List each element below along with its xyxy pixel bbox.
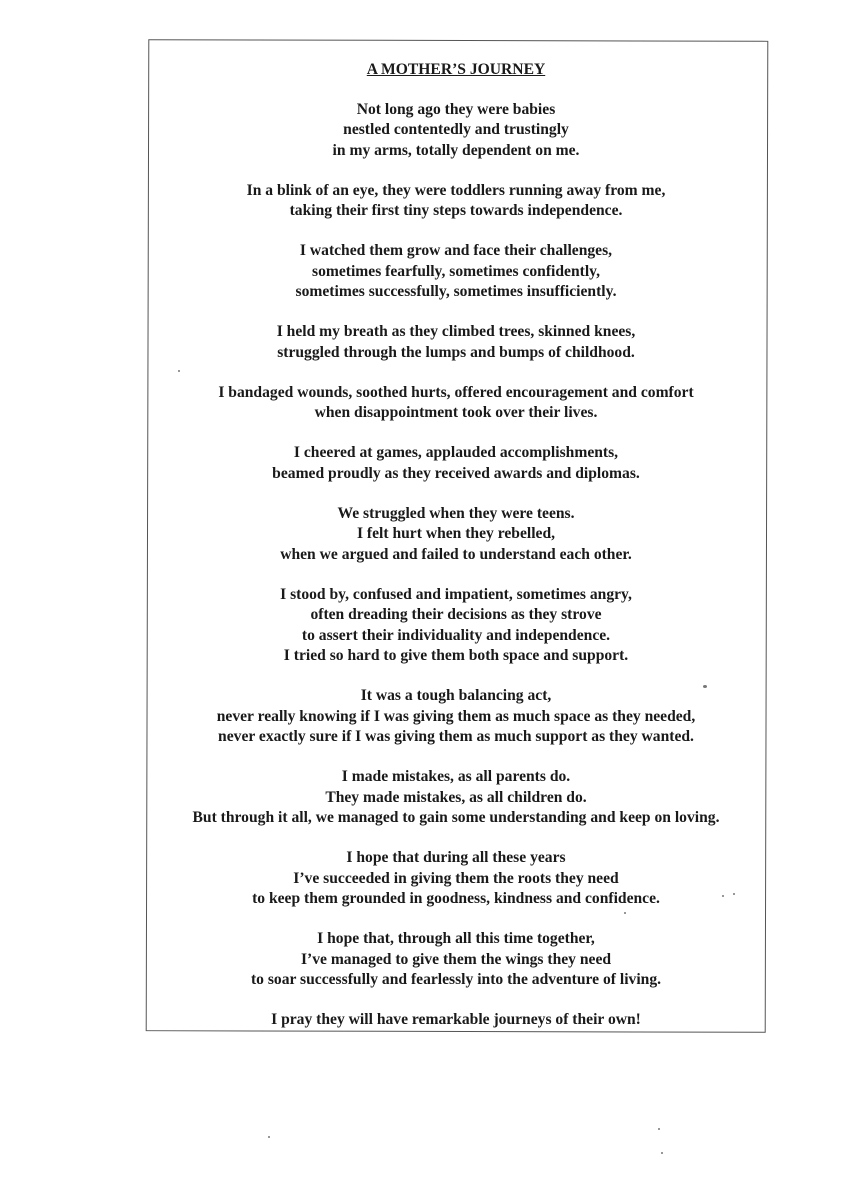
scan-speck (268, 1136, 270, 1138)
poem-line: to assert their individuality and independence. (301, 626, 611, 644)
poem-stanza (100, 585, 812, 667)
poem-line: We struggled when they were teens. (337, 504, 575, 522)
poem-line: They made mistakes, as all children do. (325, 788, 587, 806)
poem-line: beamed proudly as they received awards and diplomas. (272, 464, 640, 482)
poem-line: I cheered at games, applauded accomplishments, (293, 444, 619, 461)
scan-speck (722, 895, 724, 897)
poem-line: I’ve managed to give them the wings they need (300, 950, 612, 968)
poem-line: I bandaged wounds, soothed hurts, offered encouragement and comfort (218, 383, 694, 401)
poem-stanza (100, 686, 812, 748)
poem-line: never really knowing if I was giving them as much space as they needed, (216, 707, 696, 725)
poem-line: I’ve succeeded in giving them the roots they need (293, 869, 619, 887)
poem-line: in my arms, totally dependent on me. (332, 141, 580, 159)
scan-speck (624, 912, 626, 914)
poem (100, 60, 812, 1050)
poem-stanza (100, 443, 812, 484)
poem-stanza (100, 241, 812, 303)
poem-stanza (100, 1010, 812, 1031)
scan-speck (733, 893, 735, 895)
scan-speck (703, 685, 707, 688)
poem-stanza (100, 383, 812, 424)
poem-line: sometimes fearfully, sometimes confidently, (312, 262, 600, 280)
poem-stanza (100, 100, 812, 162)
poem-line: I pray they will have remarkable journeys of their own! (271, 1011, 641, 1028)
poem-line: It was a tough balancing act, (360, 687, 552, 704)
poem-title: A MOTHER’S JOURNEY (366, 61, 546, 78)
poem-line: In a blink of an eye, they were toddlers running away from me, (246, 181, 666, 199)
poem-line: I hope that during all these years (346, 849, 566, 866)
poem-line: I felt hurt when they rebelled, (356, 525, 556, 542)
poem-line: nestled contentedly and trustingly (343, 121, 569, 138)
poem-line: taking their first tiny steps towards independence. (289, 202, 623, 219)
scan-speck (178, 370, 180, 372)
poem-line: when we argued and failed to understand each other. (280, 545, 632, 563)
poem-line: I watched them grow and face their challenges, (299, 242, 613, 259)
poem-line: I stood by, confused and impatient, sometimes angry, (280, 585, 632, 603)
poem-line: struggled through the lumps and bumps of childhood. (277, 343, 635, 361)
poem-stanza (100, 181, 812, 222)
poem-stanza (100, 767, 812, 829)
poem-stanza (100, 504, 812, 566)
poem-line: to keep them grounded in goodness, kindness and confidence. (252, 890, 660, 907)
scan-speck (658, 1128, 660, 1130)
poem-line: Not long ago they were babies (356, 100, 556, 118)
poem-stanzas (100, 100, 812, 1031)
poem-line: often dreading their decisions as they strove (310, 606, 602, 623)
poem-line: sometimes successfully, sometimes insufficiently. (295, 283, 617, 300)
poem-line: never exactly sure if I was giving them as much support as they wanted. (218, 728, 694, 745)
poem-line: when disappointment took over their lives. (314, 404, 598, 421)
poem-stanza (100, 322, 812, 363)
poem-stanza (100, 929, 812, 991)
poem-line: I made mistakes, as all parents do. (341, 768, 571, 785)
poem-line: to soar successfully and fearlessly into the adventure of living. (250, 971, 662, 988)
poem-line: I hope that, through all this time together, (317, 930, 595, 947)
scan-speck (661, 1152, 663, 1154)
poem-line: I tried so hard to give them both space and support. (283, 647, 629, 664)
poem-stanza (100, 848, 812, 910)
poem-line: But through it all, we managed to gain some understanding and keep on loving. (192, 809, 720, 826)
poem-line: I held my breath as they climbed trees, skinned knees, (276, 323, 636, 340)
